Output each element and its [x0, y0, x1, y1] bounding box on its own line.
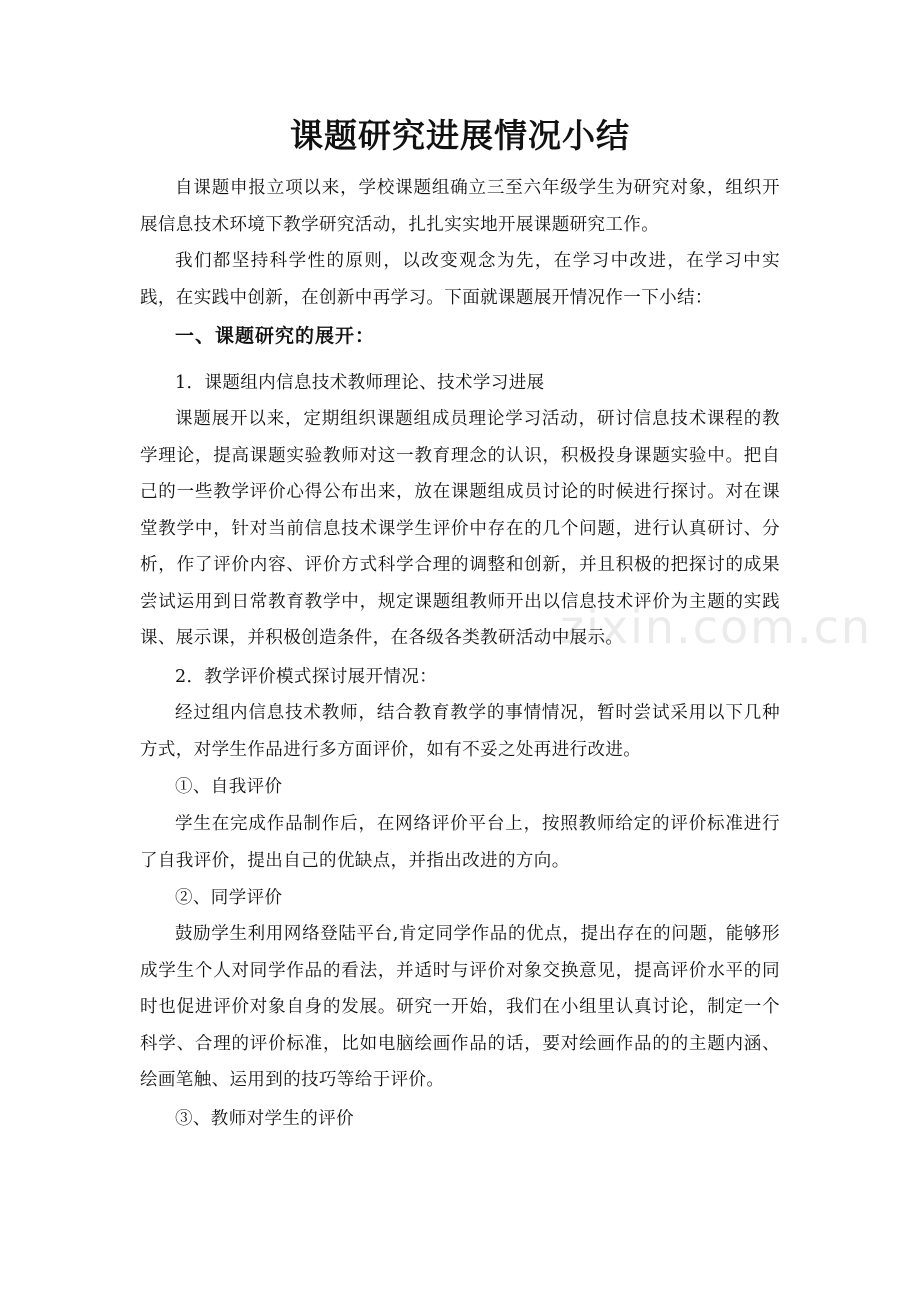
watermark: zixin.com.cn — [560, 600, 873, 654]
sub-1-body: 学生在完成作品制作后，在网络评价平台上，按照教师给定的评价标准进行了自我评价，提出自己的优缺点，并指出改进的方向。 — [140, 814, 780, 871]
sub-1-heading: ①、自我评价 — [175, 777, 283, 797]
section-1-heading: 一、课题研究的展开： — [175, 325, 376, 347]
item-2-body: 经过组内信息技术教师，结合教育教学的事情情况，暂时尝试采用以下几种方式，对学生作品进行多方面评价，如有不妥之处再进行改进。 — [140, 703, 780, 760]
intro-paragraph-1: 自课题申报立项以来，学校课题组确立三至六年级学生为研究对象，组织开展信息技术环境下教学研究活动，扎扎实实地开展课题研究工作。 — [140, 178, 780, 235]
sub-2-body: 鼓励学生利用网络登陆平台,肯定同学作品的优点，提出存在的问题，能够形成学生个人对同学作品的看法，并适时与评价对象交换意见，提高评价水平的同时也促进评价对象自身的发展。研究一开始，我们在小组里认真讨论，制定一个科学、合理的评价标准，比如电脑绘画作品的话，要对绘画作品的的主题内涵、绘画笔触、运用到的技巧等给于评价。 — [140, 924, 780, 1090]
sub-2-heading: ②、同学评价 — [175, 888, 283, 908]
document-title: 课题研究进展情况小结 — [290, 116, 630, 155]
item-1-body: 课题展开以来，定期组织课题组成员理论学习活动，研讨信息技术课程的教学理论，提高课题实验教师对这一教育理念的认识，积极投身课题实验中。把自己的一些教学评价心得公布出来，放在课题组成员讨论的时候进行探讨。对在课堂教学中，针对当前信息技术课学生评价中存在的几个问题，进行认真研讨、分析，作了评价内容、评价方式科学合理的调整和创新，并且积极的把探讨的成果尝试运用到日常教育教学中，规定课题组教师开出以信息技术评价为主题的实践课、展示课，并积极创造条件，在各级各类教研活动中展示。 — [140, 409, 780, 648]
intro-paragraph-2: 我们都坚持科学性的原则，以改变观念为先，在学习中改进，在学习中实践，在实践中创新，在创新中再学习。下面就课题展开情况作一下小结： — [140, 251, 780, 308]
item-1-heading: 1．课题组内信息技术教师理论、技术学习进展 — [175, 373, 545, 393]
item-2-heading: 2．教学评价模式探讨展开情况： — [175, 667, 438, 687]
sub-3-heading: ③、教师对学生的评价 — [175, 1109, 354, 1129]
